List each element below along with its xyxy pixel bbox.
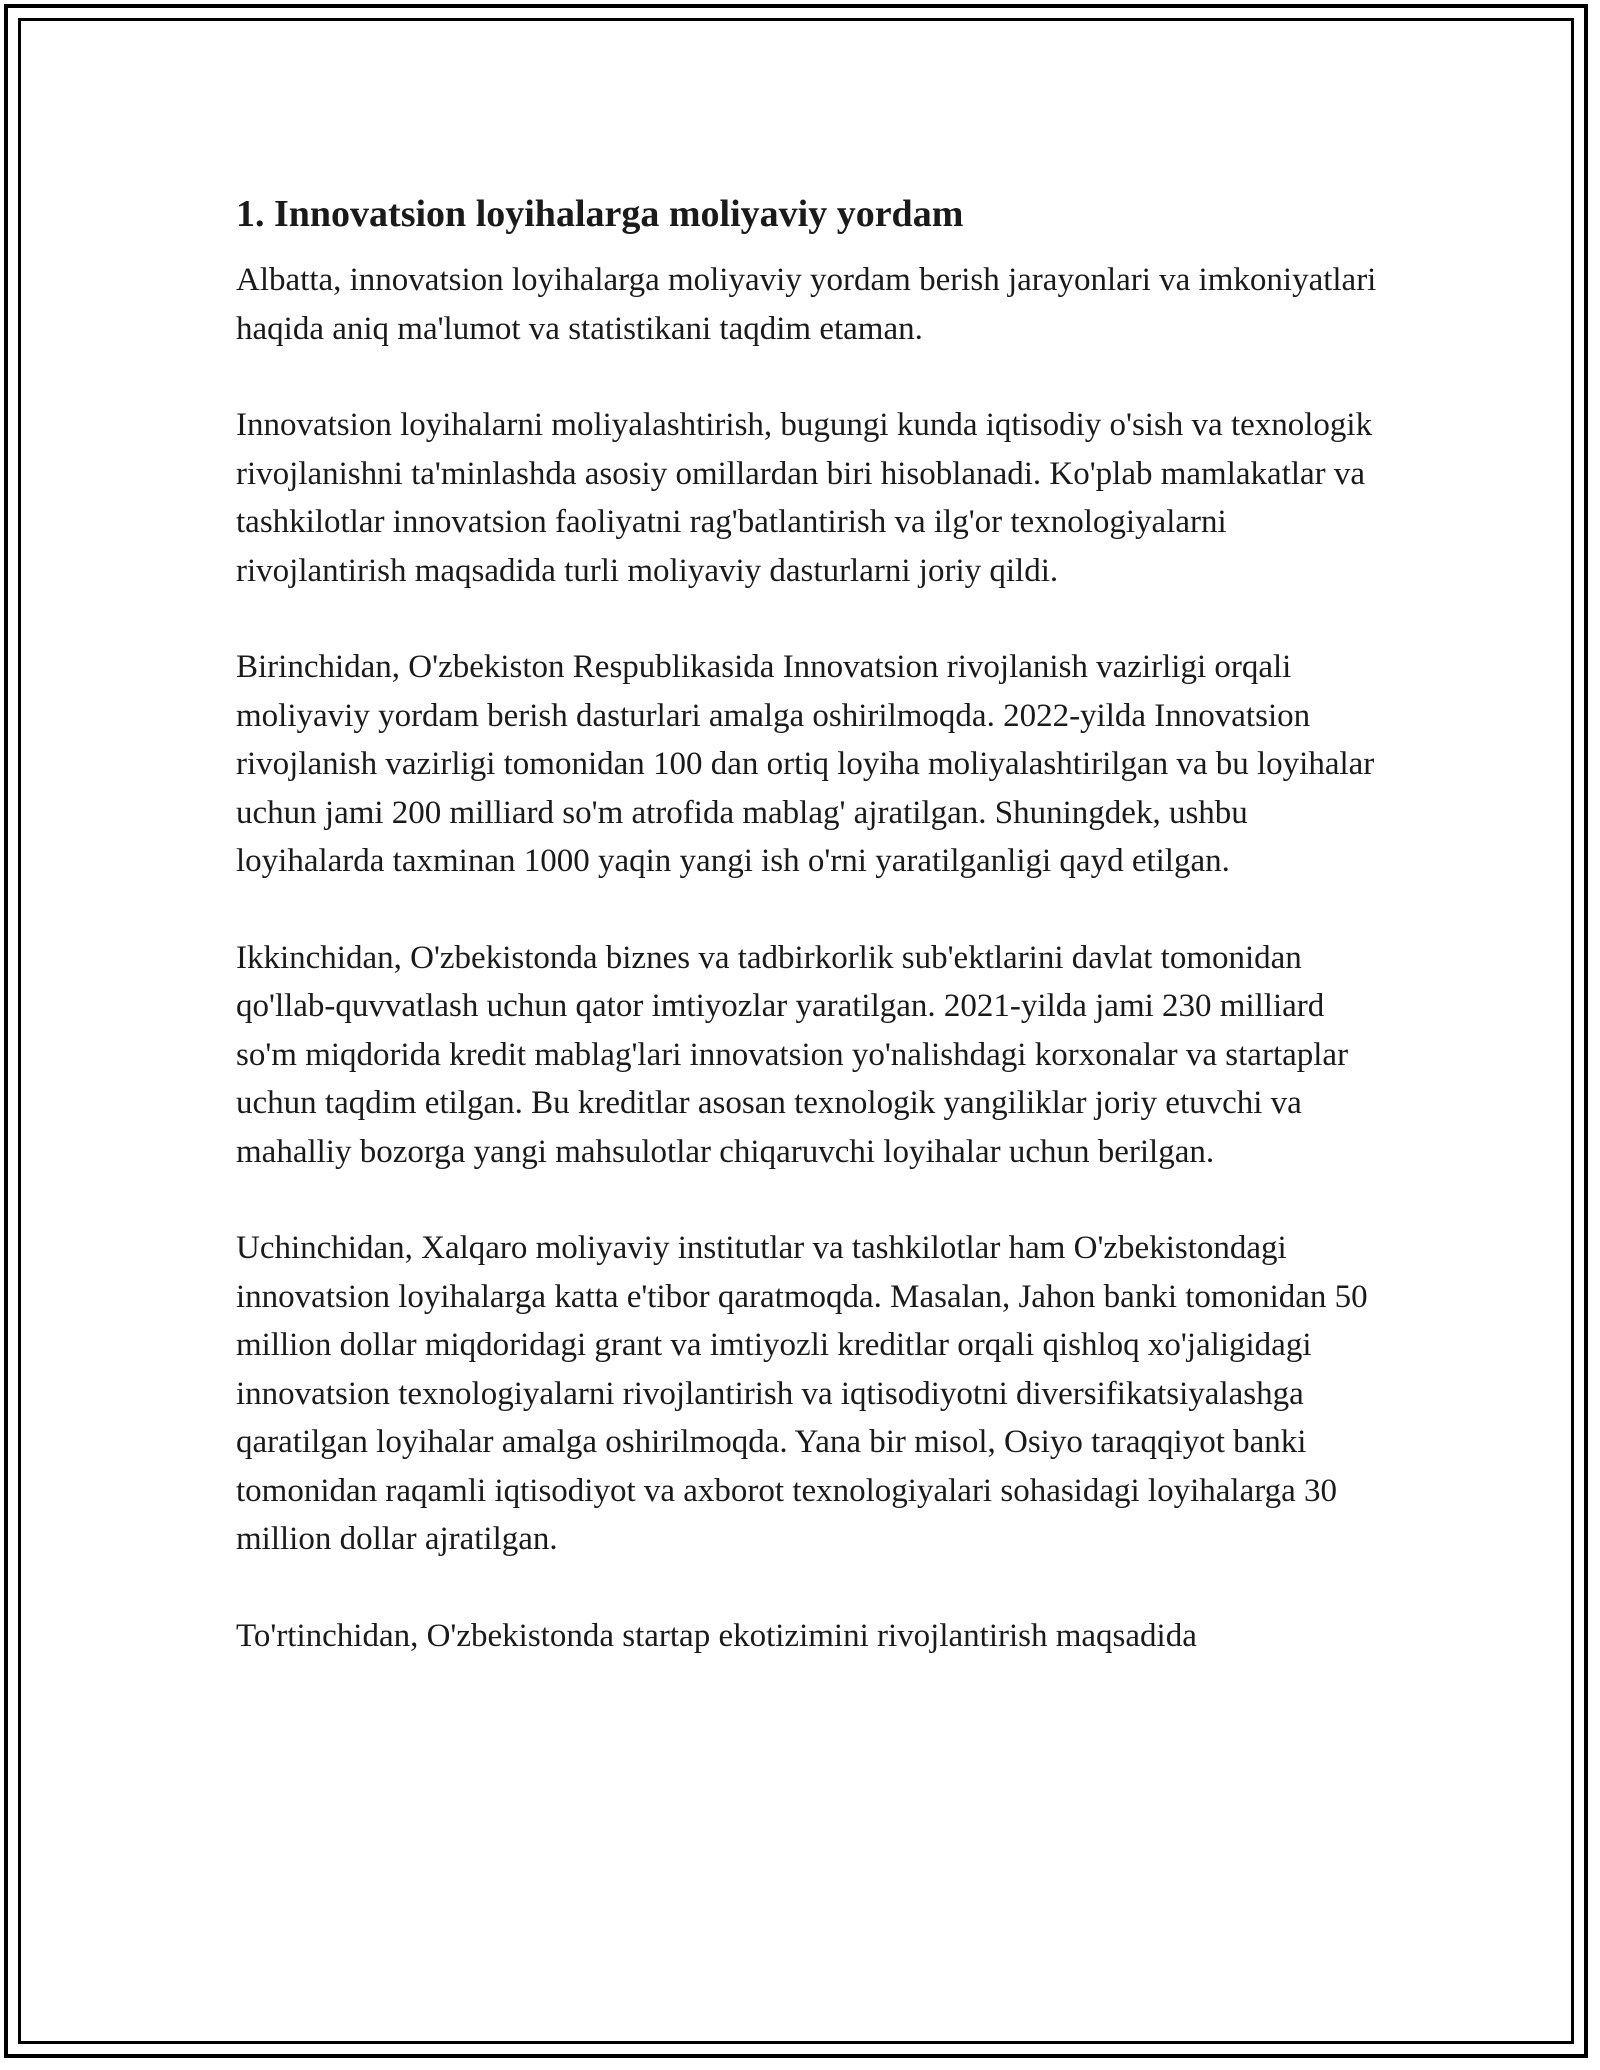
document-body [236,186,1392,1708]
section-title: 1. Innovatsion loyihalarga moliyaviy yordam [236,193,964,235]
paragraph-overview: Innovatsion loyihalarni moliyalashtirish, bugungi kunda iqtisodiy o'sish va texnologik rivojlanishni ta'minlashda asosiy omillardan biri hisoblanadi. Ko'plab mamlakatlar va tashkilotlar innovatsion faoliyatni rag'batlantirish va ilg'or texnologiyalarni rivojlantirish maqsadida turli moliyaviy dasturlarni joriy qildi. [236,407,1373,589]
paragraph-fourth: To'rtinchidan, O'zbekistonda startap ekotizimini rivojlantirish maqsadida [236,1617,1197,1654]
paragraph-intro: Albatta, innovatsion loyihalarga moliyaviy yordam berish jarayonlari va imkoniyatlari haqida aniq ma'lumot va statistikani taqdim etaman. [236,262,1377,347]
paragraph-second: Ikkinchidan, O'zbekistonda biznes va tadbirkorlik sub'ektlarini davlat tomonidan qo'llab-quvvatlash uchun qator imtiyozlar yaratilgan. 2021-yilda jami 230 milliard so'm miqdorida kredit mablag'lari innovatsion yo'nalishdagi korxonalar va startaplar uchun taqdim etilgan. Bu kreditlar asosan texnologik yangiliklar joriy etuvchi va mahalliy bozorga yangi mahsulotlar chiqaruvchi loyihalar uchun berilgan. [236,939,1349,1170]
paragraph-first: Birinchidan, O'zbekiston Respublikasida Innovatsion rivojlanish vazirligi orqali moliyaviy yordam berish dasturlari amalga oshirilmoqda. 2022-yilda Innovatsion rivojlanish vazirligi tomonidan 100 dan ortiq loyiha moliyalashtirilgan va bu loyihalar uchun jami 200 milliard so'm atrofida mablag' ajratilgan. Shuningdek, ushbu loyihalarda taxminan 1000 yaqin yangi ish o'rni yaratilganligi qayd etilgan. [236,649,1375,879]
paragraph-third: Uchinchidan, Xalqaro moliyaviy institutlar va tashkilotlar ham O'zbekistondagi innovatsion loyihalarga katta e'tibor qaratmoqda. Masalan, Jahon banki tomonidan 50 million dollar miqdoridagi grant va imtiyozli kreditlar orqali qishloq xo'jaligidagi innovatsion texnologiyalarni rivojlantirish va iqtisodiyotni diversifikatsiyalashga qaratilgan loyihalar amalga oshirilmoqda. Yana bir misol, Osiyo taraqqiyot banki tomonidan raqamli iqtisodiyot va axborot texnologiyalari sohasidagi loyihalarga 30 million dollar ajratilgan. [236,1230,1368,1557]
